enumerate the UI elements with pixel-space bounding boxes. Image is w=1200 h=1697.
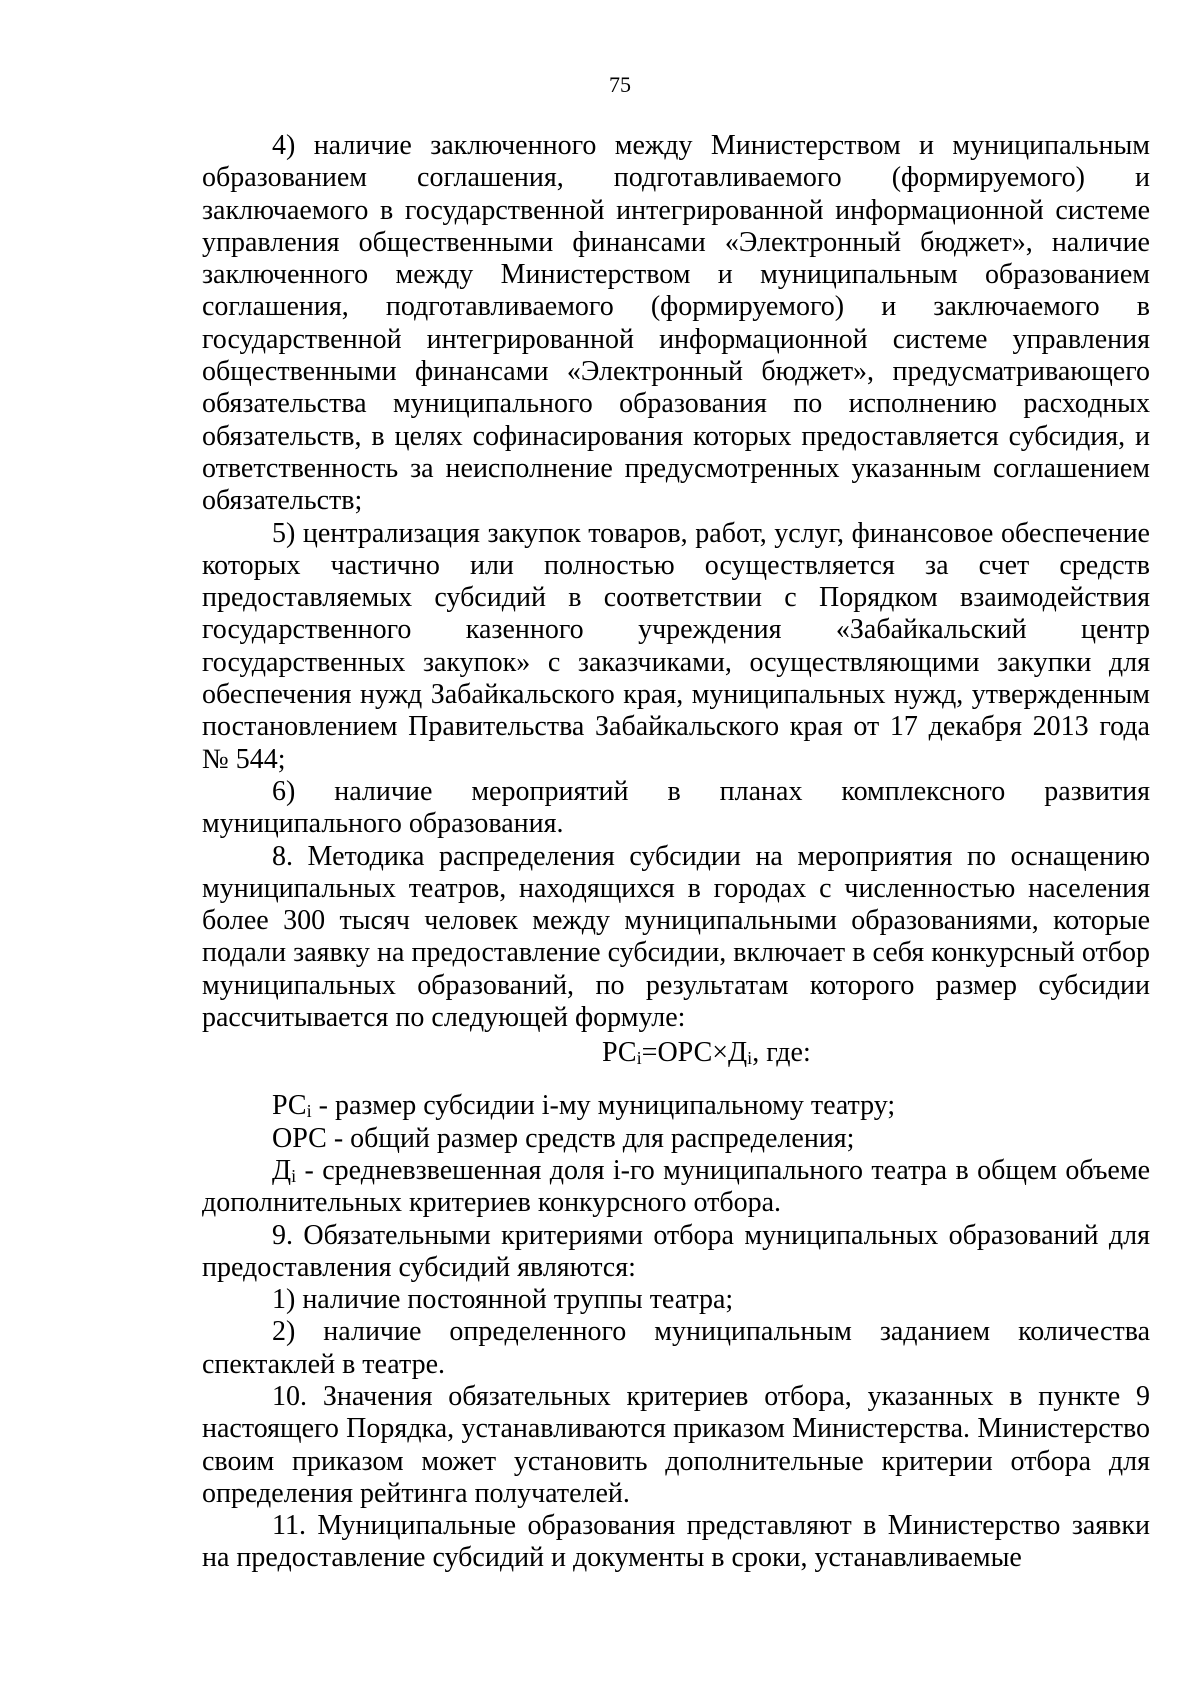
definition-symbol: ОРС <box>272 1122 327 1154</box>
paragraph-item-6: 6) наличие мероприятий в планах комплексного развития муниципального образования. <box>202 775 1150 840</box>
definition-subscript: i <box>291 1165 297 1186</box>
formula-lhs-subscript: i <box>636 1048 642 1069</box>
page-number: 75 <box>609 72 631 97</box>
paragraph-section-11: 11. Муниципальные образования представляют в Министерство заявки на предоставление субсидий и документы в сроки, устанавливаемые <box>202 1510 1150 1574</box>
paragraph-section-8: 8. Методика распределения субсидии на мероприятия по оснащению муниципальных театров, находящихся в городах с численностью населения более 300 тысяч человек между муниципальными образованиями, которые подали заявку на предоставление субсидии, включает в себя конкурсный отбор муниципальных образований, по результатам которого размер субсидии рассчитывается по следующей формуле: <box>202 840 1150 1034</box>
paragraph-criterion-2: 2) наличие определенного муниципальным заданием количества спектаклей в театре. <box>202 1316 1150 1380</box>
definition-text: - размер субсидии i-му муниципальному театру; <box>311 1090 896 1122</box>
definition-subscript: i <box>306 1101 312 1122</box>
formula-middle: =ОРС×Д <box>641 1037 748 1069</box>
definition-d <box>202 1155 1150 1220</box>
paragraph-item-5: 5) централизация закупок товаров, работ, услуг, финансовое обеспечение которых частично или полностью осуществляется за счет средств предоставляемых субсидий в соответствии с Порядком взаимодействия государственного казенного учреждения «Забайкальский центр государственных закупок» с заказчиками, осуществляющими закупки для обеспечения нужд Забайкальского края, муниципальных нужд, утвержденным постановлением Правительства Забайкальского края от 17 декабря 2013 года № 544; <box>202 517 1150 775</box>
paragraph-section-9: 9. Обязательными критериями отбора муниципальных образований для предоставления субсидий являются: <box>202 1219 1150 1283</box>
formula-rhs-subscript: i <box>747 1048 753 1069</box>
definition-text: - средневзвешенная доля i-го муниципального театра в общем объеме дополнительных критериев конкурсного отбора. <box>202 1154 1150 1219</box>
definition-text: - общий размер средств для распределения; <box>326 1122 855 1154</box>
paragraph-criterion-1: 1) наличие постоянной труппы театра; <box>272 1284 734 1316</box>
definition-orc <box>202 1123 1150 1155</box>
formula-lhs: РС <box>602 1037 637 1069</box>
definition-symbol: РС <box>272 1090 307 1122</box>
paragraph-item-4: 4) наличие заключенного между Министерством и муниципальным образованием соглашения, подготавливаемого (формируемого) и заключаемого в государственной интегрированной информационной системе управления общественными финансами «Электронный бюджет», наличие заключенного между Министерством и муниципальным образованием соглашения, подготавливаемого (формируемого) и заключаемого в государственной интегрированной информационной системе управления общественными финансами «Электронный бюджет», предусматривающего обязательства муниципального образования по исполнению расходных обязательств, в целях софинасирования которых предоставляется субсидия, и ответственность за неисполнение предусмотренных указанным соглашением обязательств; <box>202 130 1150 517</box>
formula-tail: , где: <box>752 1037 811 1069</box>
definition-symbol: Д <box>272 1154 292 1186</box>
paragraph-section-10: 10. Значения обязательных критериев отбора, указанных в пункте 9 настоящего Порядка, устанавливаются приказом Министерства. Министерство своим приказом может установить дополнительные критерии отбора для определения рейтинга получателей. <box>202 1380 1150 1509</box>
definition-rc <box>202 1090 1150 1122</box>
formula <box>202 1034 1150 1090</box>
document-body <box>202 130 1150 1575</box>
